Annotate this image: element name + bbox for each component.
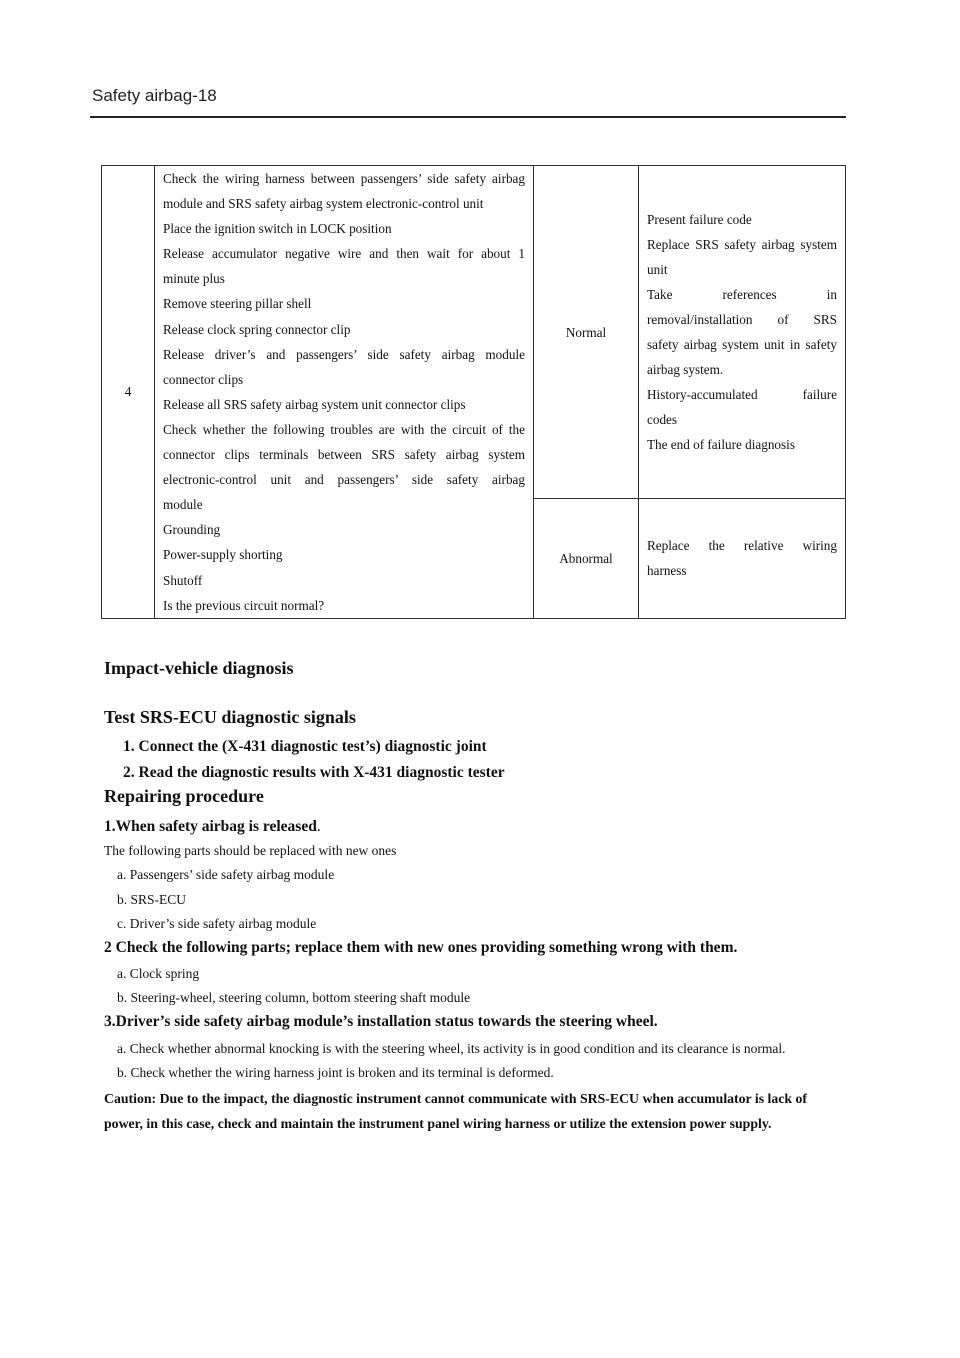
- impact-heading: Impact-vehicle diagnosis: [104, 658, 294, 678]
- procedure-line: Power-supply shorting: [163, 547, 283, 563]
- test-step-2: 2. Read the diagnostic results with X-431 diagnostic tester: [123, 764, 505, 781]
- header-rule: [90, 116, 846, 118]
- caution-line-1: Caution: Due to the impact, the diagnostic instrument cannot communicate with SRS-ECU when accumulator is lack of: [104, 1091, 807, 1106]
- procedure-line: Release clock spring connector clip: [163, 321, 351, 337]
- list-item: b. Check whether the wiring harness joint is broken and its terminal is deformed.: [117, 1065, 554, 1080]
- abnormal-action-line: harness: [647, 563, 687, 579]
- procedure-line: Is the previous circuit normal?: [163, 597, 325, 613]
- procedure-line: Place the ignition switch in LOCK position: [163, 221, 392, 237]
- action-abnormal: [639, 499, 846, 618]
- normal-action-line: Present failure code: [647, 211, 752, 227]
- test-heading: Test SRS-ECU diagnostic signals: [104, 707, 356, 727]
- caution-line-2: power, in this case, check and maintain the instrument panel wiring harness or utilize the extension power supply.: [104, 1116, 772, 1131]
- procedure-line: Check the wiring harness between passengers’ side safety airbag: [163, 171, 525, 186]
- normal-action-line: safety airbag system unit in safety: [647, 337, 837, 353]
- list-item: a. Passengers’ side safety airbag module: [117, 867, 335, 882]
- result-normal: Normal: [534, 166, 639, 499]
- table-row: [102, 166, 846, 499]
- list-item: b. Steering-wheel, steering column, bottom steering shaft module: [117, 990, 471, 1005]
- procedure-line: Check whether the following troubles are with the circuit of the: [163, 421, 525, 437]
- test-step-1: 1. Connect the (X-431 diagnostic test’s) diagnostic joint: [123, 738, 487, 755]
- normal-action-line: removal/installation of SRS: [647, 312, 837, 328]
- procedure-line: connector clips terminals between SRS safety airbag system: [163, 447, 525, 463]
- page-header-title: Safety airbag-18: [92, 86, 217, 105]
- procedure-line: minute plus: [163, 271, 225, 287]
- list-item: a. Clock spring: [117, 966, 200, 981]
- procedure-line: Release all SRS safety airbag system unit connector clips: [163, 396, 466, 412]
- normal-action-line: codes: [647, 412, 678, 428]
- repair-heading: Repairing procedure: [104, 786, 264, 806]
- diagnosis-table: [101, 165, 846, 619]
- normal-action-line: Replace SRS safety airbag system: [647, 236, 837, 252]
- list-item: a. Check whether abnormal knocking is with the steering wheel, its activity is in good condition and its clearance is normal.: [117, 1041, 786, 1056]
- procedure-line: module and SRS safety airbag system electronic-control unit: [163, 196, 484, 212]
- normal-action-line: airbag system.: [647, 362, 724, 378]
- procedure-line: Shutoff: [163, 572, 203, 588]
- normal-action-line: Take references in: [647, 286, 837, 302]
- procedure-line: Grounding: [163, 522, 221, 538]
- result-abnormal: Abnormal: [534, 499, 639, 618]
- normal-action-line: unit: [647, 261, 668, 277]
- normal-action-line: The end of failure diagnosis: [647, 437, 795, 453]
- repair-item-2-title: 2 Check the following parts; replace them with new ones providing something wrong with them.: [104, 939, 738, 956]
- list-item: b. SRS-ECU: [117, 892, 187, 907]
- procedure-line: Release driver’s and passengers’ side safety airbag module: [163, 346, 525, 362]
- normal-action-line: History-accumulated failure: [647, 387, 837, 403]
- procedure-line: connector clips: [163, 371, 244, 387]
- step-number: 4: [102, 166, 155, 619]
- repair-item-1-intro: The following parts should be replaced with new ones: [104, 843, 397, 858]
- action-normal: [639, 166, 846, 499]
- procedure-line: module: [163, 497, 203, 513]
- procedure-cell: [155, 166, 534, 619]
- caution-note: [104, 1086, 850, 1136]
- procedure-line: electronic-control unit and passengers’ side safety airbag: [163, 472, 525, 488]
- procedure-line: Release accumulator negative wire and then wait for about 1: [163, 246, 525, 262]
- procedure-line: Remove steering pillar shell: [163, 296, 312, 312]
- list-item: c. Driver’s side safety airbag module: [117, 916, 317, 931]
- abnormal-action-line: Replace the relative wiring: [647, 538, 837, 554]
- repair-item-3-title: 3.Driver’s side safety airbag module’s installation status towards the steering wheel.: [104, 1013, 658, 1030]
- repair-item-1-title: 1.When safety airbag is released.: [104, 818, 321, 835]
